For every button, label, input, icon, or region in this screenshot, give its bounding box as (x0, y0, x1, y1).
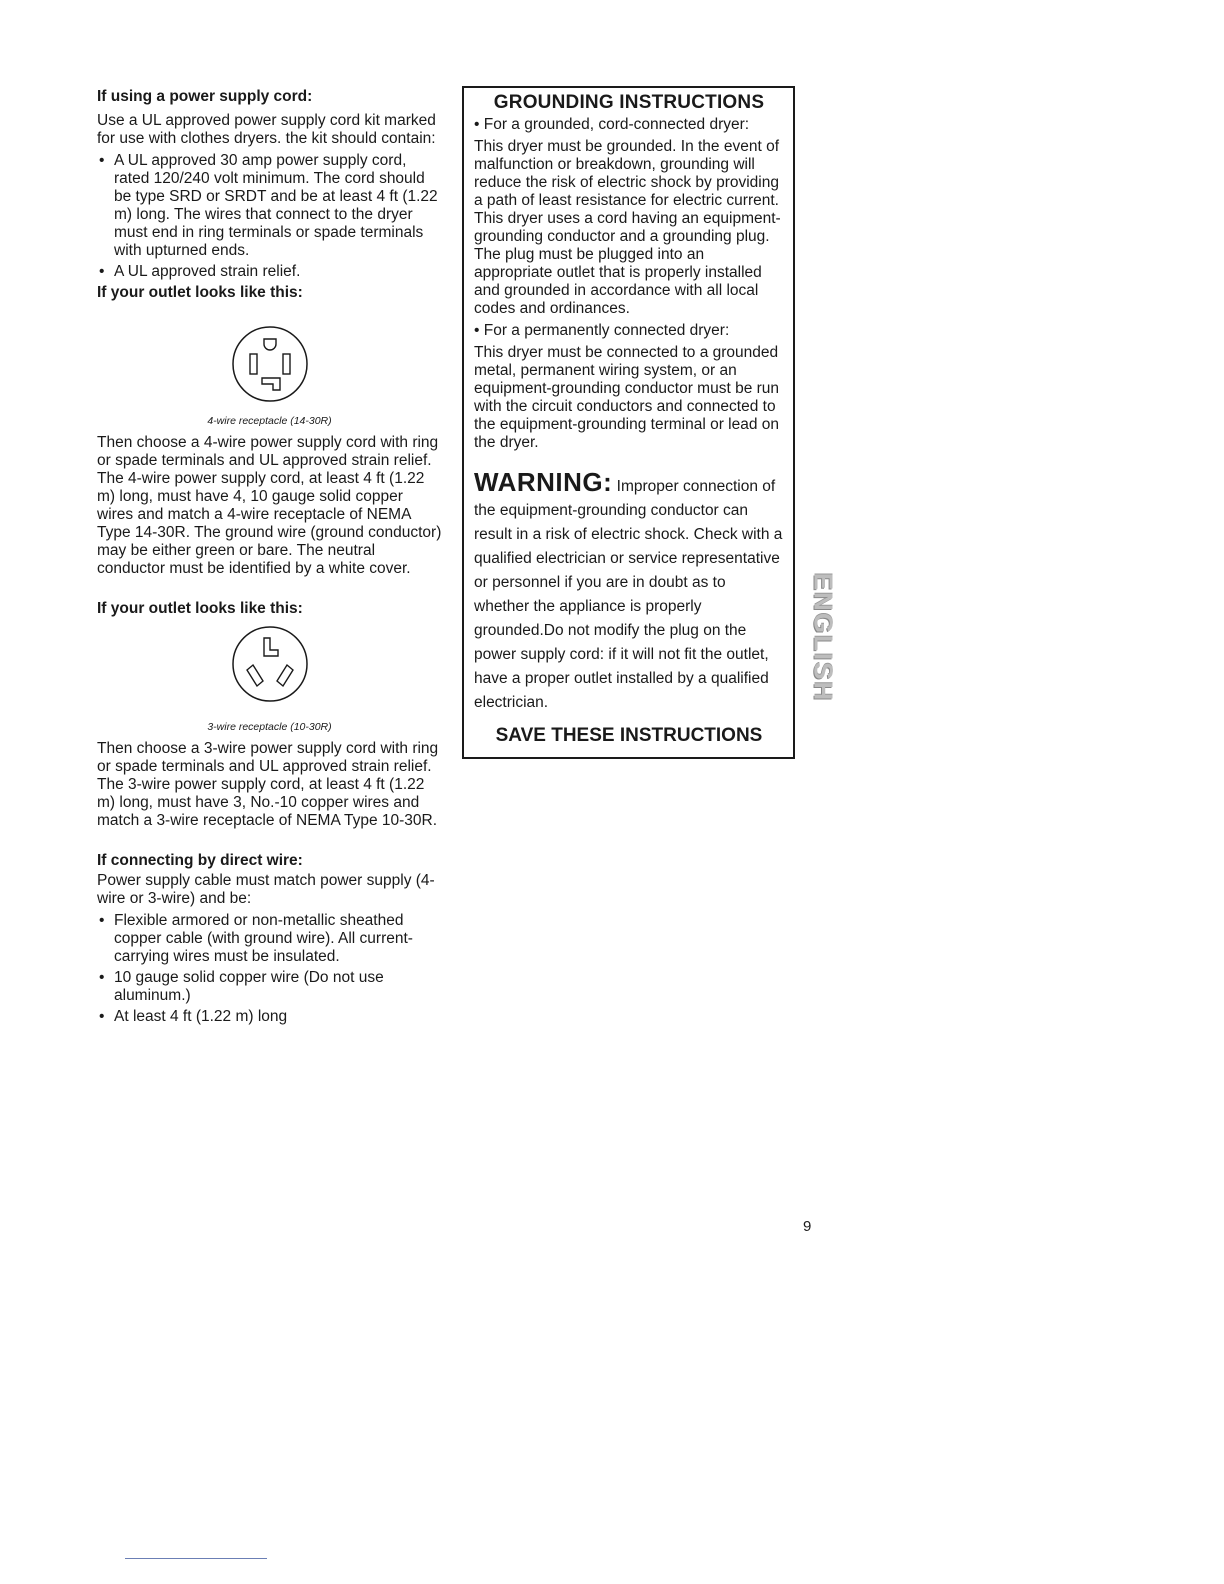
direct-wire-intro: Power supply cable must match power supply (4-wire or 3-wire) and be: (97, 872, 435, 907)
direct-wire-list (97, 912, 442, 1026)
receptacle-3wire-caption: 3-wire receptacle (10-30R) (207, 721, 332, 733)
power-cord-heading: If using a power supply cord: (97, 88, 313, 105)
outlet-4wire-text: Then choose a 4-wire power supply cord with ring or spade terminals and UL approved strain relief. The 4-wire power supply cord, at least 4 ft (1.22 m) long, must have 4, 10 gauge solid copper wires and match a 4-wire receptacle of NEMA Type 14-30R. The ground wire (ground conductor) may be either green or bare. The neutral conductor must be identified by a white cover. (97, 434, 442, 577)
receptacle-3wire-figure (97, 620, 442, 736)
list-item: • Flexible armored or non-metallic sheathed copper cable (with ground wire). All current-carrying wires must be insulated. (97, 912, 442, 966)
footer-divider (125, 1558, 267, 1559)
warning-label: WARNING: (474, 467, 613, 497)
list-item: • 10 gauge solid copper wire (Do not use aluminum.) (97, 969, 442, 1005)
list-item: • At least 4 ft (1.22 m) long (97, 1008, 442, 1026)
box-title: GROUNDING INSTRUCTIONS (493, 92, 765, 113)
receptacle-4wire-icon (222, 318, 318, 410)
outlet-4wire-heading: If your outlet looks like this: (97, 284, 303, 301)
power-cord-intro: Use a UL approved power supply cord kit marked for use with clothes dryers. the kit should contain: (97, 112, 436, 147)
warning-text: Improper connection of the equipment-grounding conductor can result in a risk of electric shock. Check with a qualified electrician or service representative or personnel if you are in doubt as to whether the appliance is properly grounded.Do not modify the plug on the power supply cord: if it will not fit the outlet, have a proper outlet installed by a qualified electrician. (474, 478, 783, 711)
save-instructions-footer: SAVE THESE INSTRUCTIONS (495, 725, 763, 746)
receptacle-4wire-figure (97, 318, 442, 430)
permanent-dryer-text: This dryer must be connected to a grounded metal, permanent wiring system, or an equipment-grounding conductor must be run with the circuit conductors and connected to the equipment-grounding terminal or lead on the dryer. (474, 344, 780, 451)
outlet-3wire-heading: If your outlet looks like this: (97, 600, 303, 617)
page-number: 9 (803, 1218, 812, 1235)
receptacle-4wire-caption: 4-wire receptacle (14-30R) (207, 415, 332, 427)
grounding-instructions-box (462, 86, 795, 759)
outlet-3wire-text: Then choose a 3-wire power supply cord with ring or spade terminals and UL approved strain relief. The 3-wire power supply cord, at least 4 ft (1.22 m) long, must have 3, No.-10 copper wires and match a 3-wire receptacle of NEMA Type 10-30R. (97, 740, 439, 829)
left-column (97, 88, 442, 1029)
list-item: • A UL approved 30 amp power supply cord, rated 120/240 volt minimum. The cord should be type SRD or SRDT and be at least 4 ft (1.22 m) long. The wires that connect to the dryer must end in ring terminals or spade terminals with upturned ends. (97, 152, 442, 260)
language-side-tab-label: ENGLISH (808, 572, 839, 702)
power-cord-list (97, 152, 442, 281)
direct-wire-heading: If connecting by direct wire: (97, 852, 303, 869)
warning-block (474, 467, 784, 715)
language-side-tab (808, 552, 838, 722)
list-item: • A UL approved strain relief. (97, 263, 442, 281)
permanent-dryer-bullet: • For a permanently connected dryer: (474, 322, 730, 339)
grounded-dryer-bullet: • For a grounded, cord-connected dryer: (474, 116, 750, 133)
receptacle-3wire-icon (222, 620, 318, 710)
grounded-dryer-text: This dryer must be grounded. In the event of malfunction or breakdown, grounding will reduce the risk of electric shock by providing a path of least resistance for electric current. This dryer uses a cord having an equipment-grounding conductor and a grounding plug. The plug must be plugged into an appropriate outlet that is properly installed and grounded in accordance with all local codes and ordinances. (474, 138, 781, 317)
